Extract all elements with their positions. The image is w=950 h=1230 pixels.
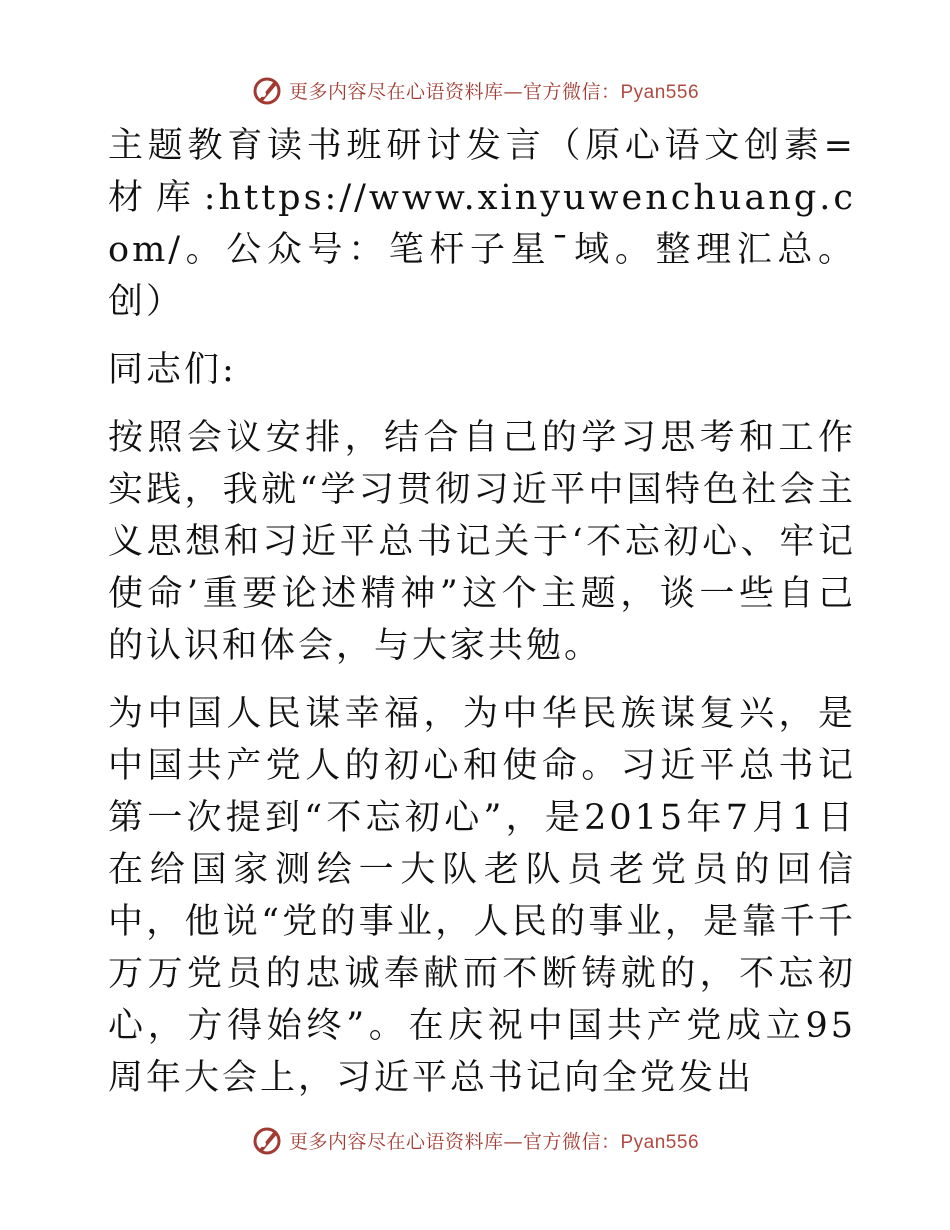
header-banner-label: 更多内容尽在心语资料库—官方微信： <box>288 80 621 103</box>
header-banner <box>0 72 950 108</box>
paragraph-2: 为中国人民谋幸福，为中华民族谋复兴，是中国共产党人的初心和使命。习近平总书记第一次提到“不忘初心”，是2015年7月1日在给国家测绘一大队老队员老党员的回信中，他说“党的事业，人民的事业，是靠千千万万党员的忠诚奉献而不断铸就的，不忘初心，方得始终”。在庆祝中国共产党成立95周年大会上，习近平总书记向全党发出 <box>108 694 856 1098</box>
salutation: 同志们: <box>108 350 237 390</box>
header-banner-wechat: Pyan556 <box>620 81 700 103</box>
footer-banner-text <box>289 1127 699 1154</box>
footer-banner <box>0 1122 950 1158</box>
footer-banner-wechat: Pyan556 <box>620 1131 700 1153</box>
paragraph-1: 按照会议安排，结合自己的学习思考和工作实践，我就“学习贯彻习近平中国特色社会主义思想和习近平总书记关于‘不忘初心、牢记使命’重要论述精神”这个主题，谈一些自己的认识和体会，与大家共勉。 <box>108 418 856 666</box>
document-title: 主题教育读书班研讨发言（原心语文创素=材库:https://www.xinyuwenchuang.com/。公众号：笔杆子星¯域。整理汇总。创） <box>108 126 856 322</box>
header-banner-inner <box>251 74 699 106</box>
header-banner-text <box>289 77 699 104</box>
quill-pen-icon <box>251 1124 283 1156</box>
footer-banner-label: 更多内容尽在心语资料库—官方微信： <box>288 1130 621 1153</box>
quill-pen-icon <box>251 74 283 106</box>
footer-banner-inner <box>251 1124 699 1156</box>
document-body <box>96 120 856 1104</box>
